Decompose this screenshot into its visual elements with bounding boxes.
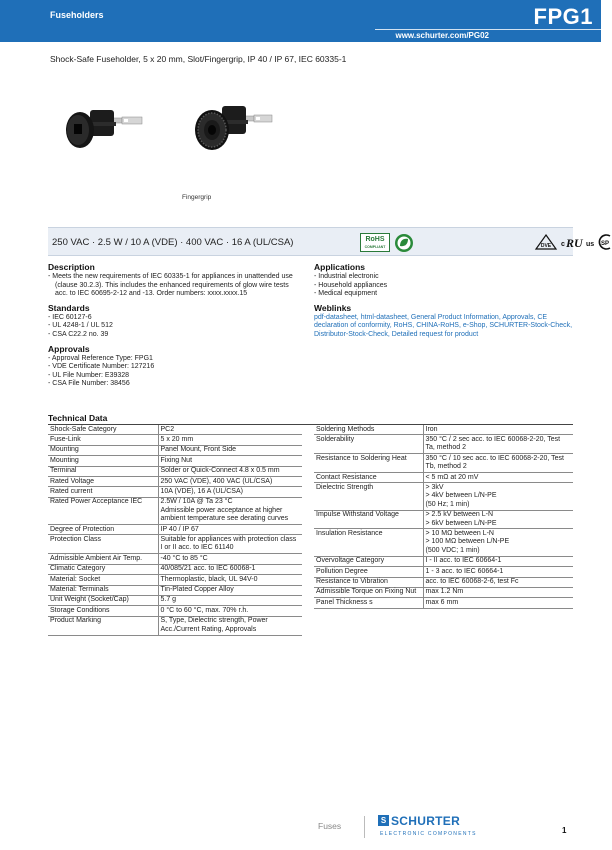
spec-row [48,554,302,564]
spec-row [48,616,302,635]
spec-value-line: 250 VAC (VDE), 400 VAC (UL/CSA) [160,477,273,485]
spec-value-line: S, Type, Dielectric strength, Power Acc./Current Rating, Approvals [160,617,268,633]
spec-value [158,616,302,635]
spec-row [48,585,302,595]
spec-row [314,483,573,510]
section-title: Fuseholders [50,10,104,20]
spec-value-line: max 6 mm [425,598,459,606]
spec-row [48,525,302,535]
header-divider [375,29,601,30]
spec-label: Degree of Protection [48,525,158,535]
spec-value [158,554,302,564]
spec-label: Rated Voltage [48,477,158,487]
spec-value [158,466,302,476]
spec-row [314,598,573,608]
spec-label: Admissible Torque on Fixing Nut [314,587,423,597]
applications-item: - Household appliances [314,281,388,289]
approvals-item: - VDE Certificate Number: 127216 [48,363,155,371]
product-code: FPG1 [533,4,593,29]
weblinks-title: Weblinks [314,302,352,313]
spec-value [423,510,573,529]
spec-value-line: Admissible power acceptance at higher ambient temperature see derating curves [160,506,289,523]
spec-row [314,587,573,597]
spec-row [48,564,302,574]
spec-value [158,595,302,605]
spec-value-line: (500 VDC; 1 min) [425,546,480,554]
spec-value-line: (50 Hz; 1 min) [425,500,470,508]
spec-row [314,473,573,483]
spec-row [314,425,573,435]
spec-value-line: > 3kV [425,483,444,491]
spec-label: Admissible Ambient Air Temp. [48,554,158,564]
spec-label: Soldering Methods [314,425,423,435]
spec-value-line: 0 °C to 60 °C, max. 70% r.h. [160,606,249,614]
spec-value [423,454,573,473]
spec-value [423,425,573,435]
spec-value-line: I - II acc. to IEC 60664-1 [425,557,502,565]
spec-value [158,477,302,487]
spec-value-line: 10A (VDE), 16 A (UL/CSA) [160,487,243,495]
spec-value [423,567,573,577]
spec-value [158,435,302,445]
spec-label: Rated Power Acceptance IEC [48,497,158,524]
spec-row [48,477,302,487]
applications-section [314,262,576,299]
spec-value-line: 350 °C / 2 sec acc. to IEC 60068-2-20, Test Ta, method 2 [425,435,561,452]
approvals-section [48,344,300,389]
spec-label: Material: Terminals [48,585,158,595]
rohs-label: RoHS [365,236,385,243]
standards-item: - UL 4248-1 / UL 512 [48,322,113,330]
spec-value-line: Suitable for appliances with protection class I or II acc. to IEC 61140 [160,535,297,552]
ul-recognized-icon [560,234,594,250]
spec-label: Overvoltage Category [314,556,423,566]
spec-value-line: 5.7 g [160,596,177,604]
footer-category: Fuses [318,821,342,831]
spec-value [158,564,302,574]
spec-value-line: -40 °C to 85 °C [160,554,208,562]
standards-title: Standards [48,302,90,313]
description-item: - Meets the new requirements of IEC 60335-1 for appliances in unattended use (clause 30.2.3). This includes the enhanced requirements of glow wire tests acc. to IEC 60695-2-12 and -13. Order numbers: xxxx.xxxx.15 [48,273,293,298]
description-title: Description [48,262,95,272]
spec-row [314,435,573,454]
spec-row [314,567,573,577]
svg-text:c: c [561,241,565,248]
page-number: 1 [562,826,567,835]
logo-brand: SCHURTER [391,814,461,828]
spec-label: Solderability [314,435,423,454]
right-info-column [314,262,576,344]
spec-label: Impulse Withstand Voltage [314,510,423,529]
spec-value-line: 2.5W / 10A @ Ta 23 °C [160,498,233,506]
spec-value-line: Iron [425,425,438,433]
applications-item: - Industrial electronic [314,273,379,280]
spec-value [158,535,302,554]
spec-label: Contact Resistance [314,473,423,483]
spec-value-line: 350 °C / 10 sec acc. to IEC 60068-2-20, Test Tb, method 2 [425,454,564,471]
spec-value-line: > 6kV between L/N-PE [425,519,497,527]
footer-divider [364,816,365,838]
spec-row [314,454,573,473]
approvals-item: - Approval Reference Type: FPG1 [48,354,153,362]
spec-value [423,556,573,566]
svg-text:SP: SP [600,241,610,247]
spec-value [158,497,302,524]
spec-value-line: > 4kV between L/N-PE [425,492,497,500]
spec-row [314,529,573,556]
spec-label: Unit Weight (Socket/Cap) [48,595,158,605]
spec-value [158,487,302,497]
spec-value-line: IP 40 / IP 67 [160,525,199,533]
spec-value [158,445,302,455]
spec-row [48,497,302,524]
left-info-column [48,262,300,393]
spec-label: Insulation Resistance [314,529,423,556]
spec-label: Storage Conditions [48,606,158,616]
approvals-item: - CSA File Number: 38456 [48,380,130,388]
approvals-title: Approvals [48,343,90,354]
weblinks-list[interactable]: pdf-datasheet, html-datasheet, General Product Information, Approvals, CE declaration of conformity, RoHS, CHINA-RoHS, e-Shop, SCHURTER-Stock-Check, Distributor-Stock-Check, Detailed request for product [314,313,573,338]
header-bar [0,0,601,42]
spec-value [158,456,302,466]
svg-text:us: us [586,241,595,248]
technical-data-table-right [314,425,573,609]
spec-value [423,598,573,608]
spec-row [48,575,302,585]
spec-value-line: > 100 MΩ between L/N-PE [425,538,510,546]
spec-value [158,425,302,435]
technical-data-table-left [48,425,302,636]
spec-value [158,575,302,585]
applications-title: Applications [314,262,366,272]
svg-text:RU: RU [566,236,583,250]
spec-label: Terminal [48,466,158,476]
spec-row [314,577,573,587]
spec-value-line: Tin-Plated Copper Alloy [160,586,234,593]
standards-section [48,303,300,340]
spec-label: Panel Thickness s [314,598,423,608]
spec-row [48,425,302,435]
spec-label: Protection Class [48,535,158,554]
spec-label: Resistance to Soldering Heat [314,454,423,473]
spec-label: Pollution Degree [314,567,423,577]
spec-value-line: PC2 [160,425,175,433]
spec-label: Climatic Category [48,564,158,574]
spec-row [48,466,302,476]
logo-mark: S [378,815,389,826]
spec-label: Resistance to Vibration [314,577,423,587]
spec-value-line: Panel Mount, Front Side [160,446,236,454]
logo-tagline: ELECTRONIC COMPONENTS [380,831,477,837]
spec-row [48,445,302,455]
product-subtitle: Shock-Safe Fuseholder, 5 x 20 mm, Slot/Fingergrip, IP 40 / IP 67, IEC 60335-1 [50,54,347,64]
spec-value [423,587,573,597]
rating-summary: 250 VAC · 2.5 W / 10 A (VDE) · 400 VAC · 16 A (UL/CSA) [52,237,294,248]
spec-row [48,595,302,605]
spec-row [48,606,302,616]
spec-value [423,529,573,556]
image-caption: Fingergrip [182,194,212,201]
spec-value-line: acc. to IEC 60068-2-6, test Fc [425,578,519,585]
spec-value-line: max 1.2 Nm [425,588,464,596]
spec-row [48,435,302,445]
spec-value-line: > 2.5 kV between L-N [425,511,494,519]
spec-row [314,556,573,566]
standards-item: - IEC 60127-6 [48,313,92,321]
spec-label: Product Marking [48,616,158,635]
fuseholder-slot-photo [60,100,144,156]
spec-label: Shock-Safe Category [48,425,158,435]
rohs-icon [360,233,390,252]
spec-value [158,585,302,595]
spec-value-line: < 5 mΩ at 20 mV [425,473,479,481]
spec-label: Mounting [48,456,158,466]
spec-value [423,577,573,587]
spec-row [48,456,302,466]
applications-item: - Medical equipment [314,290,378,298]
spec-row [314,510,573,529]
spec-label: Dielectric Strength [314,483,423,510]
spec-value-line: 40/085/21 acc. to IEC 60068-1 [160,565,256,573]
approvals-item: - UL File Number: E39328 [48,371,130,379]
spec-value-line: 5 x 20 mm [160,435,194,443]
description-section [48,262,300,299]
spec-value-line: Fixing Nut [160,456,193,464]
spec-label: Material: Socket [48,575,158,585]
spec-label: Fuse-Link [48,435,158,445]
spec-label: Rated current [48,487,158,497]
spec-label: Mounting [48,445,158,455]
eco-leaf-icon [394,233,414,253]
rating-bar [48,227,610,256]
spec-value-line: Thermoplastic, black, UL 94V-0 [160,575,258,583]
spec-value-line: > 10 MΩ between L-N [425,529,494,537]
spec-value [158,525,302,535]
spec-row [48,487,302,497]
spec-value [423,435,573,454]
vde-icon [535,234,557,250]
weblinks-section [314,303,576,340]
svg-text:DVE: DVE [540,243,552,249]
technical-data-title: Technical Data [48,413,108,423]
fuseholder-fingergrip-photo [190,100,274,156]
rohs-sublabel: COMPLIANT [364,245,386,249]
spec-value-line: Solder or Quick-Connect 4.8 x 0.5 mm [160,467,280,475]
csa-icon [598,234,612,250]
spec-value [158,606,302,616]
spec-value [423,473,573,483]
header-url-link[interactable]: www.schurter.com/PG02 [395,31,489,40]
spec-value-line: 1 - 3 acc. to IEC 60664-1 [425,567,504,575]
standards-item: - CSA C22.2 no. 39 [48,330,109,338]
spec-row [48,535,302,554]
spec-value [423,483,573,510]
